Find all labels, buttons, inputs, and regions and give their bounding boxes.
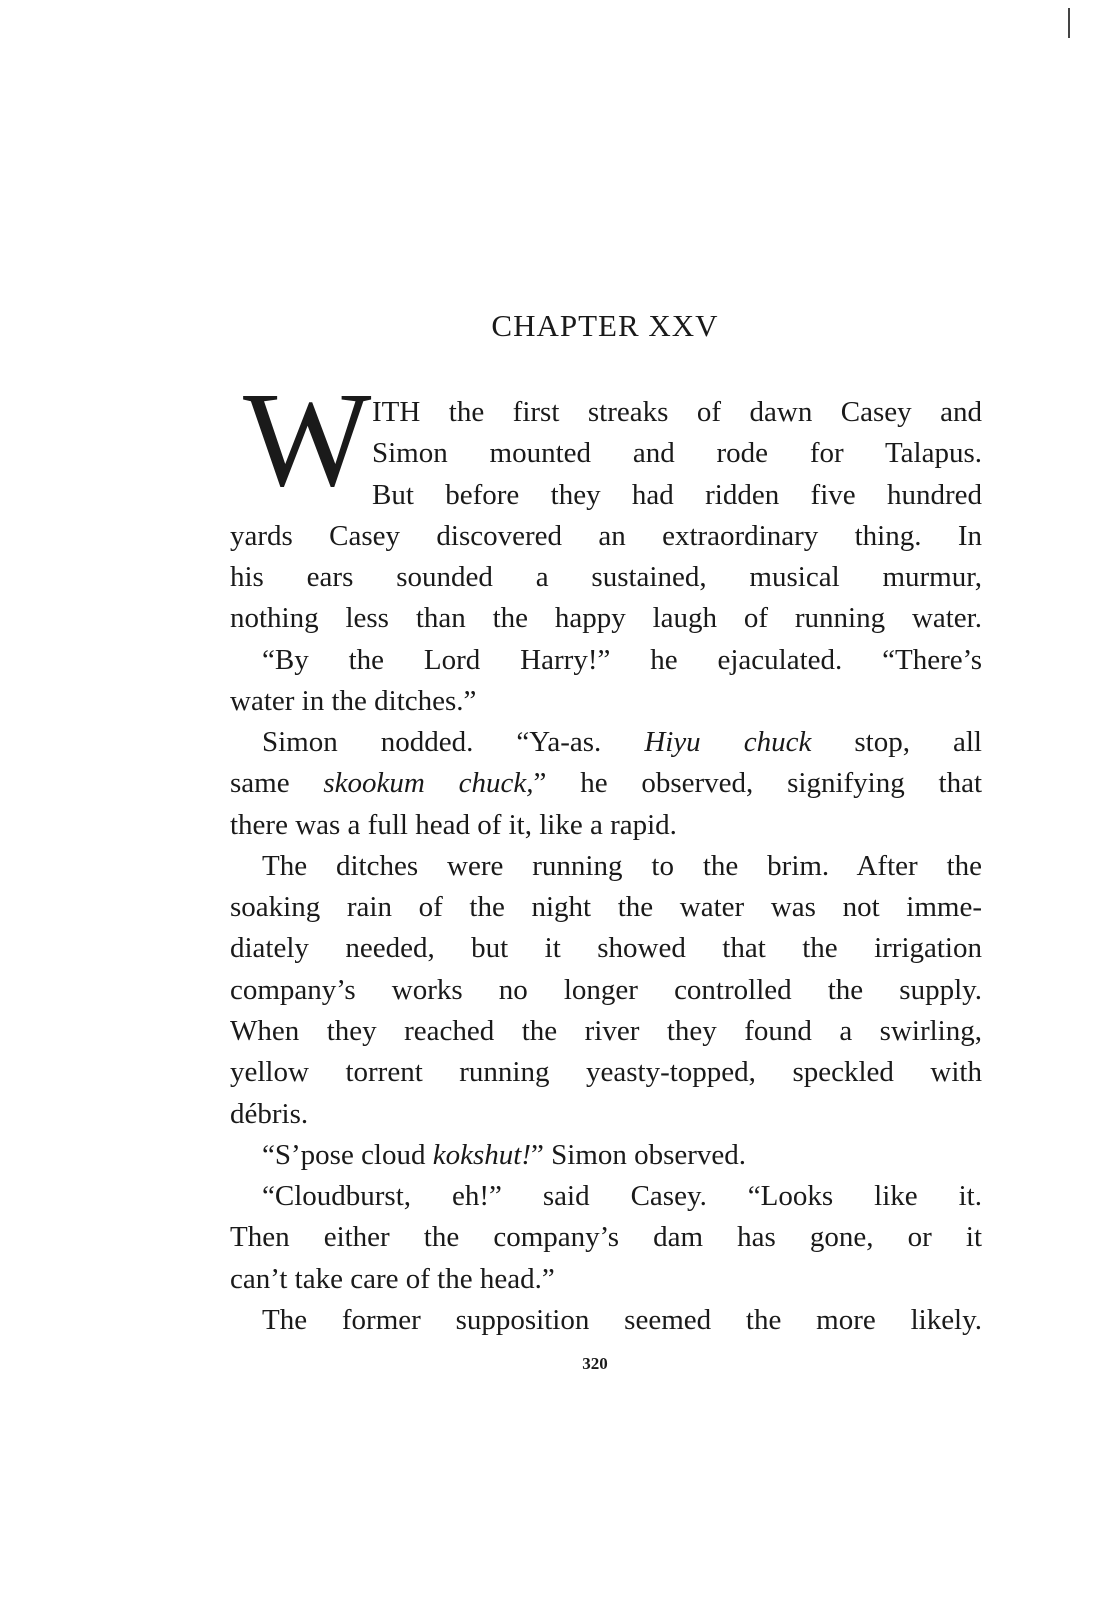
text-line xyxy=(230,1217,982,1258)
text-segment: When they reached the river they found a swirling, xyxy=(230,1014,982,1047)
text-line xyxy=(230,557,982,598)
text-segment: ITH the first streaks of dawn Casey and xyxy=(372,396,982,428)
text-line xyxy=(230,805,982,846)
text-segment: can’t take care of the head.” xyxy=(230,1262,555,1295)
text-line xyxy=(230,516,982,557)
text-segment: diately needed, but it showed that the irrigation xyxy=(230,932,982,965)
text-segment: The ditches were running to the brim. After the xyxy=(262,849,982,882)
text-segment: yellow torrent running yeasty-topped, speckled with xyxy=(230,1056,982,1089)
text-line xyxy=(230,1135,982,1176)
text-line xyxy=(230,1259,982,1300)
text-line xyxy=(230,1176,982,1217)
chapter-heading: CHAPTER XXV xyxy=(491,308,719,343)
text-segment: The former supposition seemed the more likely. xyxy=(262,1303,982,1336)
text-line xyxy=(372,433,982,474)
text-line xyxy=(230,598,982,639)
text-segment: débris. xyxy=(230,1097,309,1130)
text-segment: Simon mounted and rode for Talapus. xyxy=(372,437,982,470)
text-line xyxy=(230,1300,982,1341)
text-segment: But before they had ridden five hundred xyxy=(372,478,982,511)
text-line xyxy=(230,763,982,804)
page-number: 320 xyxy=(582,1354,608,1373)
text-segment: ” he observed, signifying that xyxy=(533,767,982,800)
text-line xyxy=(230,722,982,763)
text-segment: “S’pose cloud xyxy=(262,1138,433,1171)
text-line xyxy=(230,970,982,1011)
text-line xyxy=(230,887,982,928)
text-segment: ” Simon observed. xyxy=(531,1138,747,1171)
text-line xyxy=(230,846,982,887)
body-text xyxy=(230,392,982,1341)
text-segment: company’s works no longer controlled the supply. xyxy=(230,973,982,1006)
scan-artifact-mark xyxy=(1068,8,1070,38)
italic-text: skookum chuck, xyxy=(323,767,534,800)
text-line xyxy=(230,1052,982,1093)
text-segment: Simon nodded. “Ya-as. xyxy=(262,726,645,759)
text-line xyxy=(372,475,982,516)
drop-cap: W xyxy=(243,365,372,515)
text-line xyxy=(230,1094,982,1135)
text-line xyxy=(372,392,982,433)
text-segment: soaking rain of the night the water was not imme- xyxy=(230,891,982,924)
text-segment: “By the Lord Harry!” he ejaculated. “There’s xyxy=(262,643,982,676)
text-line xyxy=(230,1011,982,1052)
text-segment: his ears sounded a sustained, musical murmur, xyxy=(230,561,982,594)
text-line xyxy=(230,640,982,681)
text-segment: Then either the company’s dam has gone, or it xyxy=(230,1221,982,1254)
text-line xyxy=(230,928,982,969)
text-segment: there was a full head of it, like a rapid. xyxy=(230,808,677,841)
text-segment: nothing less than the happy laugh of running water. xyxy=(230,602,982,635)
italic-text: Hiyu chuck xyxy=(644,726,812,759)
text-segment: stop, all xyxy=(811,726,982,759)
text-line xyxy=(230,681,982,722)
italic-text: kokshut! xyxy=(432,1138,531,1171)
text-segment: water in the ditches.” xyxy=(230,684,477,717)
text-segment: same xyxy=(230,767,324,800)
text-segment: “Cloudburst, eh!” said Casey. “Looks like it. xyxy=(262,1180,982,1213)
text-segment: yards Casey discovered an extraordinary thing. In xyxy=(230,519,982,552)
